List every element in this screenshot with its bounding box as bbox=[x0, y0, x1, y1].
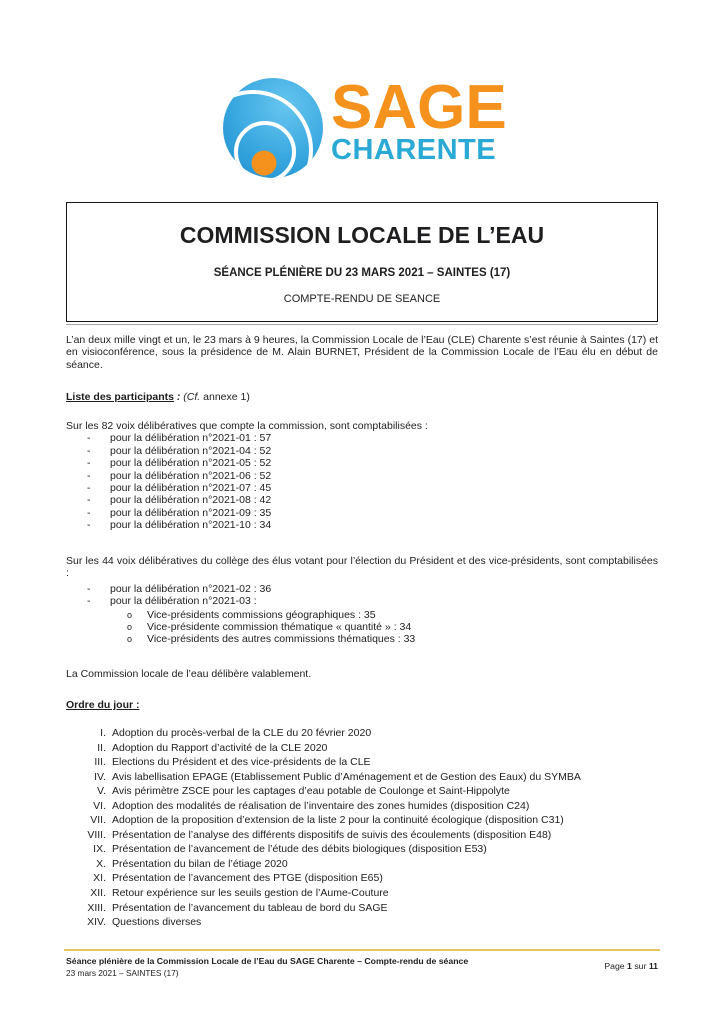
logo-brand-text: SAGE bbox=[331, 73, 507, 142]
agenda-item-number: III. bbox=[94, 756, 106, 769]
list-subitem: o Vice-présidents commissions géographiques : 35 bbox=[66, 609, 658, 621]
list-item: - pour la délibération n°2021-10 : 34 bbox=[66, 519, 658, 531]
document-title: COMMISSION LOCALE DE L’EAU bbox=[179, 222, 545, 248]
agenda-item bbox=[66, 915, 658, 930]
agenda-item bbox=[66, 901, 658, 916]
agenda-item-text: Retour expérience sur les seuils gestion de l’Aume-Couture bbox=[112, 887, 389, 900]
logo-subbrand-text: CHARENTE bbox=[331, 134, 497, 166]
page-number: 1 bbox=[627, 961, 632, 971]
votes-44-section bbox=[66, 555, 658, 646]
page-label: Page bbox=[604, 961, 625, 971]
votes-44-sublist bbox=[66, 609, 658, 646]
agenda-item-text: Elections du Président et des vice-présidents de la CLE bbox=[112, 756, 371, 769]
agenda-item-number: II. bbox=[97, 741, 106, 754]
votes-44-intro: Sur les 44 voix délibératives du collège des élus votant pour l’élection du Président et des vice-présidents, sont comptabilisées : bbox=[66, 555, 658, 580]
page-total: 11 bbox=[648, 961, 658, 971]
agenda-item-text: Présentation de l’analyse des différents dispositifs de suivis des écoulements (disposition E48) bbox=[112, 828, 552, 841]
agenda-item bbox=[66, 886, 658, 901]
list-item: - pour la délibération n°2021-06 : 52 bbox=[66, 470, 658, 482]
agenda-list bbox=[66, 726, 658, 930]
agenda-item-number: XII. bbox=[90, 887, 106, 900]
agenda-item-number: I. bbox=[100, 727, 106, 739]
logo-wordmark bbox=[331, 73, 507, 166]
agenda-item-text: Adoption du procès-verbal de la CLE du 20 février 2020 bbox=[112, 727, 372, 739]
agenda-item-text: Présentation de l’avancement de l’étude des débits biologiques (disposition E53) bbox=[112, 843, 487, 856]
agenda-item bbox=[66, 799, 658, 814]
document-type: COMPTE-RENDU DE SEANCE bbox=[283, 293, 441, 305]
agenda-item bbox=[66, 784, 658, 799]
list-item: - pour la délibération n°2021-09 : 35 bbox=[66, 507, 658, 519]
agenda-item bbox=[66, 813, 658, 828]
votes-82-list bbox=[66, 432, 658, 531]
header-divider-rule bbox=[66, 324, 658, 325]
intro-paragraph: L’an deux mille vingt et un, le 23 mars à 9 heures, la Commission Locale de l’Eau (CLE) Charente s’est réunie à Saintes (17) et en visioconférence, sous la présidence de M. Alain BURNET, Président de la Commission Locale de l’Eau élu en début de séance. bbox=[66, 334, 658, 371]
agenda-item bbox=[66, 871, 658, 886]
page-of-label: sur bbox=[634, 961, 647, 971]
agenda-item bbox=[66, 842, 658, 857]
list-item: - pour la délibération n°2021-08 : 42 bbox=[66, 494, 658, 506]
agenda-item-text: Présentation du bilan de l’étiage 2020 bbox=[112, 857, 288, 870]
agenda-heading: Ordre du jour : bbox=[66, 699, 140, 711]
deliberation-statement: La Commission locale de l’eau délibère valablement. bbox=[66, 668, 312, 680]
footer-title: Séance plénière de la Commission Locale de l’Eau du SAGE Charente – Compte-rendu de séance bbox=[66, 956, 469, 966]
agenda-item-number: XIV. bbox=[87, 916, 106, 929]
agenda-item bbox=[66, 726, 658, 741]
agenda-item bbox=[66, 770, 658, 785]
votes-82-intro: Sur les 82 voix délibératives que compte la commission, sont comptabilisées : bbox=[66, 420, 428, 432]
agenda-item bbox=[66, 828, 658, 843]
agenda-item-number: IX. bbox=[93, 843, 106, 856]
list-item: - pour la délibération n°2021-01 : 57 bbox=[66, 432, 658, 444]
footer-date-place: 23 mars 2021 – SAINTES (17) bbox=[66, 968, 179, 978]
votes-82-section bbox=[66, 420, 658, 532]
agenda-item-text: Adoption des modalités de réalisation de l’inventaire des zones humides (disposition C24) bbox=[112, 799, 530, 812]
list-subitem: o Vice-présidente commission thématique « quantité » : 34 bbox=[66, 621, 658, 633]
agenda-item-number: VI. bbox=[93, 799, 106, 812]
agenda-item-text: Avis labellisation EPAGE (Etablissement Public d’Aménagement et de Gestion des Eaux) du SYMBA bbox=[112, 770, 581, 783]
agenda-item-number: X. bbox=[96, 857, 106, 870]
list-item: - pour la délibération n°2021-02 : 36 bbox=[66, 583, 658, 595]
title-box bbox=[66, 202, 658, 322]
agenda-item-number: V. bbox=[97, 785, 106, 798]
agenda-item-text: Présentation de l’avancement du tableau de bord du SAGE bbox=[112, 901, 388, 914]
footer-page-indicator bbox=[604, 961, 658, 971]
list-item: - pour la délibération n°2021-03 : bbox=[66, 595, 658, 607]
agenda-item-text: Adoption de la proposition d’extension de la liste 2 pour la continuité écologique (disposition C31) bbox=[112, 814, 564, 827]
agenda-item-number: XI. bbox=[93, 872, 106, 885]
agenda-item bbox=[66, 755, 658, 770]
list-subitem: o Vice-présidents des autres commissions thématiques : 33 bbox=[66, 633, 658, 645]
session-subtitle: SÉANCE PLÉNIÈRE DU 23 MARS 2021 – SAINTES (17) bbox=[213, 267, 511, 279]
list-item: - pour la délibération n°2021-04 : 52 bbox=[66, 445, 658, 457]
agenda-item-number: VII. bbox=[90, 814, 106, 827]
footer-divider-rule bbox=[64, 949, 660, 951]
participants-note-cf: (Cf. bbox=[183, 391, 201, 403]
agenda-item-text: Questions diverses bbox=[112, 916, 202, 929]
sage-charente-logo bbox=[223, 73, 523, 182]
agenda-item-number: XIII. bbox=[87, 901, 106, 914]
participants-line bbox=[66, 391, 250, 403]
participants-colon: : bbox=[173, 391, 181, 403]
footer-left bbox=[66, 956, 546, 978]
list-item: - pour la délibération n°2021-05 : 52 bbox=[66, 457, 658, 469]
agenda-item bbox=[66, 857, 658, 872]
votes-44-list bbox=[66, 583, 658, 608]
agenda-item-number: IV. bbox=[94, 770, 106, 783]
agenda-item-number: VIII. bbox=[87, 828, 106, 841]
agenda-item bbox=[66, 741, 658, 756]
participants-heading: Liste des participants bbox=[66, 391, 174, 403]
agenda-item-text: Avis périmètre ZSCE pour les captages d’eau potable de Coulonge et Saint-Hippolyte bbox=[112, 785, 510, 798]
participants-note: annexe 1) bbox=[200, 391, 250, 403]
list-item: - pour la délibération n°2021-07 : 45 bbox=[66, 482, 658, 494]
agenda-item-text: Présentation de l’avancement des PTGE (disposition E65) bbox=[112, 872, 383, 885]
agenda-item-text: Adoption du Rapport d’activité de la CLE 2020 bbox=[112, 741, 328, 754]
sage-logo-sphere-icon bbox=[223, 78, 323, 178]
